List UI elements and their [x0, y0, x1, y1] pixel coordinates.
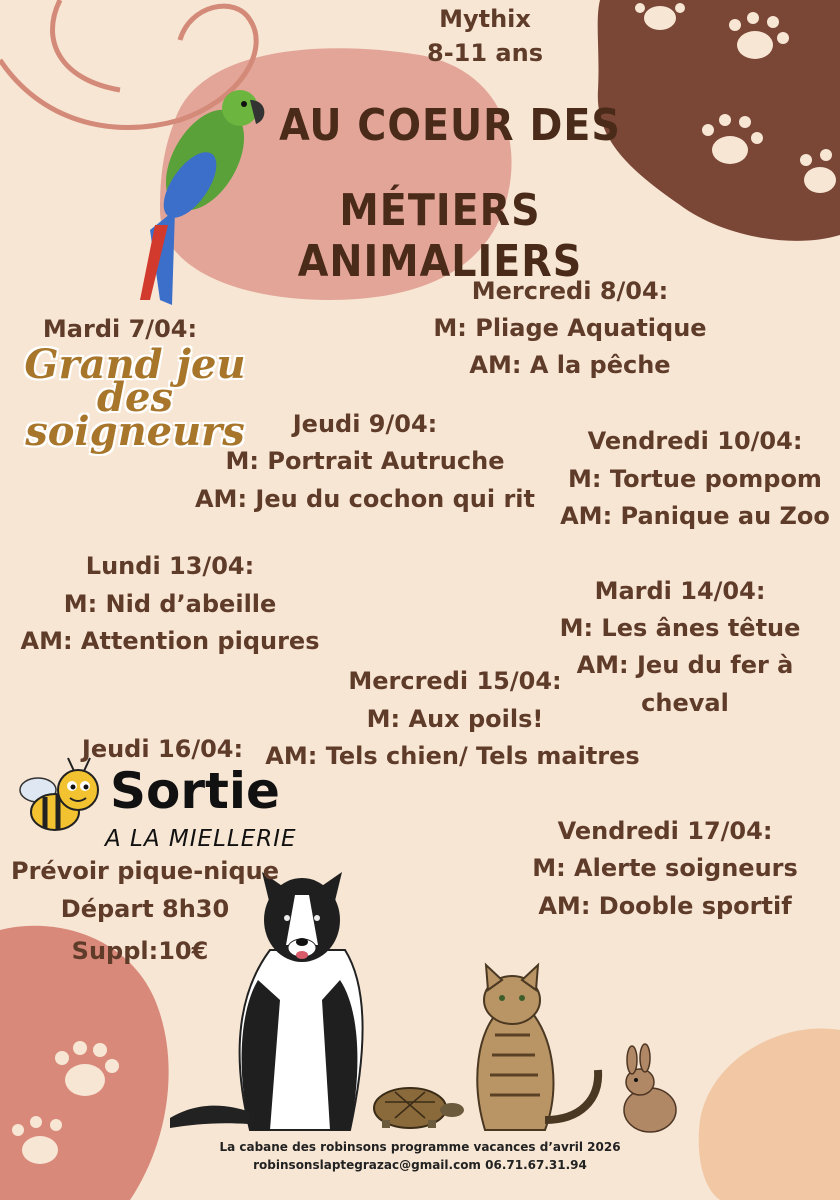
day-afternoon: AM: Jeu du fer à — [576, 651, 794, 679]
day-morning: M: Les ânes têtue — [559, 614, 801, 642]
day-afternoon: AM: Tels chien/ Tels maitres — [265, 742, 640, 770]
day-morning: M: Portrait Autruche — [225, 447, 505, 475]
day-date: Jeudi 9/04: — [292, 410, 438, 438]
footer-contact: robinsonslaptegrazac@gmail.com 06.71.67.31.94 — [253, 1158, 587, 1172]
day-date: Jeudi 16/04: — [81, 735, 244, 763]
day-date: Mardi 14/04: — [594, 577, 766, 605]
outing-note: Prévoir pique-nique — [10, 857, 280, 885]
day-morning: M: Alerte soigneurs — [532, 854, 798, 882]
bee-icon — [20, 758, 98, 830]
day-morning: M: Tortue pompom — [568, 465, 822, 493]
day-morning: M: Aux poils! — [366, 705, 544, 733]
footer-program: La cabane des robinsons programme vacances d’avril 2026 — [219, 1140, 621, 1154]
day-date: Mercredi 15/04: — [348, 667, 562, 695]
special-activity-line2: des — [97, 374, 173, 421]
outing-departure: Départ 8h30 — [60, 895, 230, 923]
tortoise-icon — [374, 1088, 464, 1128]
cat-icon — [477, 965, 598, 1130]
special-activity-line1: Grand jeu — [24, 341, 246, 388]
day-morning: M: Pliage Aquatique — [433, 314, 707, 342]
day-date: Vendredi 17/04: — [557, 817, 773, 845]
day-afternoon-cont: cheval — [641, 689, 729, 717]
group-name: Mythix — [439, 5, 531, 33]
rabbit-icon — [624, 1044, 676, 1132]
outing-title: Sortie — [110, 762, 280, 820]
day-afternoon: AM: Panique au Zoo — [560, 502, 830, 530]
age-range: 8-11 ans — [427, 39, 543, 67]
day-date: Mercredi 8/04: — [471, 277, 669, 305]
day-afternoon: AM: Dooble sportif — [538, 892, 792, 920]
day-afternoon: AM: A la pêche — [469, 351, 671, 379]
day-date: Lundi 13/04: — [85, 552, 255, 580]
special-activity-line3: soigneurs — [25, 408, 245, 455]
day-morning: M: Nid d’abeille — [63, 590, 277, 618]
day-afternoon: AM: Jeu du cochon qui rit — [194, 485, 536, 513]
day-date: Mardi 7/04: — [42, 315, 198, 343]
day-afternoon: AM: Attention piqures — [20, 627, 320, 655]
peach-blob-bottom-right — [699, 1028, 840, 1200]
outing-supplement: Suppl:10€ — [71, 937, 209, 965]
page-title-line2: MÉTIERS ANIMALIERS — [297, 185, 583, 287]
page-title-line1: AU COEUR DES — [279, 100, 621, 151]
day-date: Vendredi 10/04: — [587, 427, 803, 455]
outing-place: A LA MIELLERIE — [105, 826, 297, 852]
